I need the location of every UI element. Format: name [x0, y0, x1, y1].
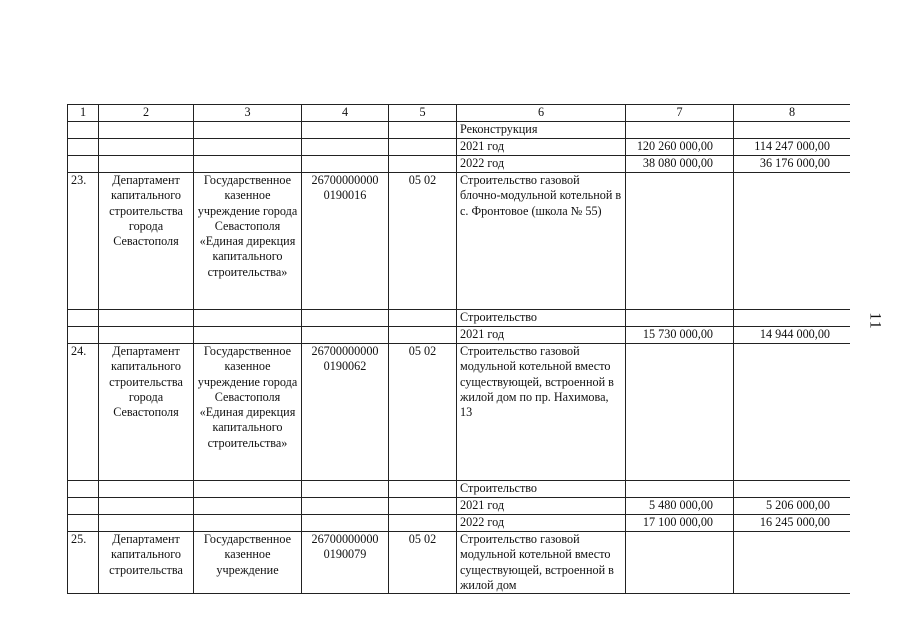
code-cell — [302, 310, 389, 327]
row-number — [68, 156, 99, 173]
code-cell: 26700000000 0190079 — [302, 532, 389, 594]
row-number — [68, 327, 99, 344]
department-cell — [99, 327, 194, 344]
department-cell — [99, 481, 194, 498]
header-cell-1: 1 — [68, 105, 99, 122]
section-cell: 05 02 — [389, 532, 457, 594]
row-number: 24. — [68, 344, 99, 481]
amount-col8-cell — [734, 344, 851, 481]
amount-col8-cell — [734, 122, 851, 139]
budget-table-container — [67, 104, 850, 604]
section-cell — [389, 139, 457, 156]
amount-col8-cell: 5 206 000,00 — [734, 498, 851, 515]
row-number: 25. — [68, 532, 99, 594]
amount-col7-cell: 38 080 000,00 — [626, 156, 734, 173]
institution-cell — [194, 481, 302, 498]
amount-col8-cell — [734, 481, 851, 498]
code-cell: 26700000000 0190016 — [302, 173, 389, 310]
amount-col7-cell — [626, 122, 734, 139]
table-row-subline — [68, 310, 851, 327]
institution-cell — [194, 122, 302, 139]
section-cell: 05 02 — [389, 173, 457, 310]
table-row-entry — [68, 173, 851, 310]
section-cell — [389, 481, 457, 498]
department-cell: Департамент капитального строительства города Севастополя — [99, 173, 194, 310]
department-cell — [99, 498, 194, 515]
header-cell-3: 3 — [194, 105, 302, 122]
institution-cell — [194, 498, 302, 515]
code-cell — [302, 481, 389, 498]
table-row-subline — [68, 327, 851, 344]
description-cell: 2022 год — [457, 515, 626, 532]
section-cell — [389, 310, 457, 327]
amount-col8-cell — [734, 173, 851, 310]
row-number — [68, 122, 99, 139]
header-row — [68, 105, 851, 122]
institution-cell — [194, 310, 302, 327]
row-number — [68, 481, 99, 498]
institution-cell — [194, 139, 302, 156]
budget-table — [67, 104, 850, 594]
row-number — [68, 139, 99, 156]
amount-col8-cell — [734, 532, 851, 594]
section-cell — [389, 515, 457, 532]
header-cell-5: 5 — [389, 105, 457, 122]
section-cell — [389, 327, 457, 344]
amount-col7-cell — [626, 173, 734, 310]
table-row-subline — [68, 515, 851, 532]
amount-col7-cell: 15 730 000,00 — [626, 327, 734, 344]
table-row-subline — [68, 156, 851, 173]
department-cell — [99, 310, 194, 327]
amount-col8-cell: 114 247 000,00 — [734, 139, 851, 156]
code-cell — [302, 122, 389, 139]
row-number — [68, 310, 99, 327]
description-cell: Строительство газовой блочно-модульной котельной в с. Фронтовое (школа № 55) — [457, 173, 626, 310]
code-cell — [302, 515, 389, 532]
department-cell — [99, 122, 194, 139]
amount-col8-cell: 16 245 000,00 — [734, 515, 851, 532]
code-cell — [302, 156, 389, 173]
institution-cell: Государственное казенное учреждение — [194, 532, 302, 594]
amount-col8-cell: 36 176 000,00 — [734, 156, 851, 173]
table-row-subline — [68, 498, 851, 515]
amount-col7-cell: 5 480 000,00 — [626, 498, 734, 515]
amount-col7-cell: 17 100 000,00 — [626, 515, 734, 532]
row-number — [68, 498, 99, 515]
amount-col7-cell — [626, 481, 734, 498]
amount-col7-cell: 120 260 000,00 — [626, 139, 734, 156]
row-number: 23. — [68, 173, 99, 310]
institution-cell — [194, 156, 302, 173]
institution-cell: Государственное казенное учреждение города Севастополя «Единая дирекция капитального строительства» — [194, 173, 302, 310]
table-row-subline — [68, 481, 851, 498]
amount-col8-cell — [734, 310, 851, 327]
description-cell: Строительство — [457, 481, 626, 498]
amount-col7-cell — [626, 532, 734, 594]
row-number — [68, 515, 99, 532]
description-cell: Строительство — [457, 310, 626, 327]
code-cell — [302, 498, 389, 515]
section-cell — [389, 498, 457, 515]
department-cell — [99, 515, 194, 532]
description-cell: Строительство газовой модульной котельной вместо существующей, встроенной в жилой дом — [457, 532, 626, 594]
amount-col7-cell — [626, 344, 734, 481]
description-cell: 2022 год — [457, 156, 626, 173]
header-cell-4: 4 — [302, 105, 389, 122]
description-cell: Реконструкция — [457, 122, 626, 139]
description-cell: Строительство газовой модульной котельной вместо существующей, встроенной в жилой дом по пр. Нахимова, 13 — [457, 344, 626, 481]
table-row-entry — [68, 344, 851, 481]
header-cell-7: 7 — [626, 105, 734, 122]
code-cell — [302, 327, 389, 344]
department-cell — [99, 139, 194, 156]
page-number: 11 — [866, 312, 884, 330]
section-cell — [389, 156, 457, 173]
table-row-subline — [68, 139, 851, 156]
code-cell: 26700000000 0190062 — [302, 344, 389, 481]
section-cell: 05 02 — [389, 344, 457, 481]
description-cell: 2021 год — [457, 498, 626, 515]
code-cell — [302, 139, 389, 156]
description-cell: 2021 год — [457, 139, 626, 156]
section-cell — [389, 122, 457, 139]
table-row-subline — [68, 122, 851, 139]
institution-cell — [194, 515, 302, 532]
table-row-entry — [68, 532, 851, 594]
institution-cell: Государственное казенное учреждение города Севастополя «Единая дирекция капитального строительства» — [194, 344, 302, 481]
header-cell-8: 8 — [734, 105, 851, 122]
institution-cell — [194, 327, 302, 344]
amount-col7-cell — [626, 310, 734, 327]
description-cell: 2021 год — [457, 327, 626, 344]
header-cell-6: 6 — [457, 105, 626, 122]
amount-col8-cell: 14 944 000,00 — [734, 327, 851, 344]
header-cell-2: 2 — [99, 105, 194, 122]
department-cell: Департамент капитального строительства города Севастополя — [99, 344, 194, 481]
department-cell — [99, 156, 194, 173]
department-cell: Департамент капитального строительства — [99, 532, 194, 594]
